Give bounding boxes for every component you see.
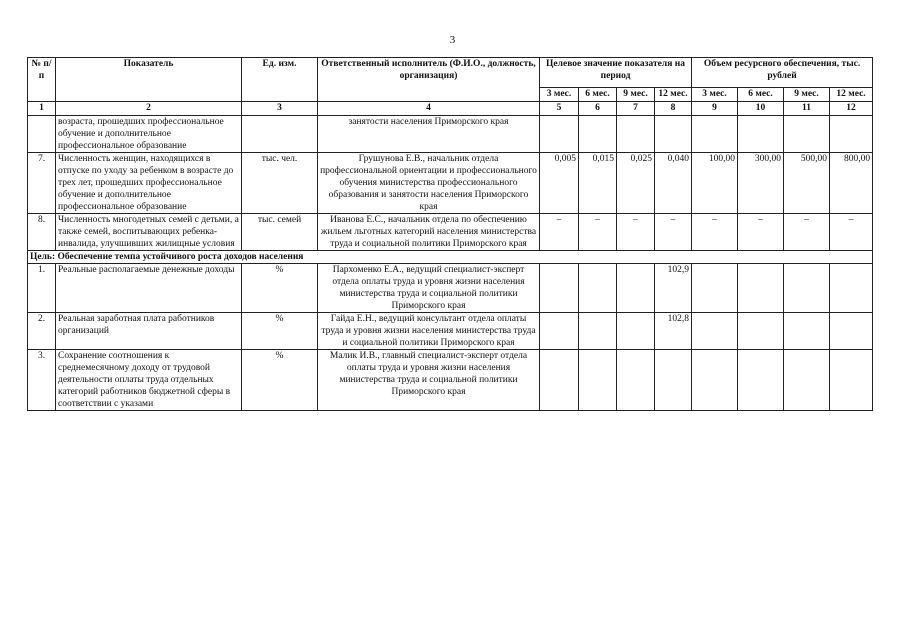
col-number: 1 xyxy=(28,102,56,116)
header-period: 3 мес. xyxy=(540,88,579,102)
row-unit: тыс. чел. xyxy=(242,153,318,214)
col-number: 12 xyxy=(830,102,873,116)
row-value xyxy=(579,313,617,350)
header-period: 12 мес. xyxy=(830,88,873,102)
row-value: – xyxy=(540,214,579,251)
row-value: 800,00 xyxy=(830,153,873,214)
row-value: 0,005 xyxy=(540,153,579,214)
indicators-table xyxy=(27,57,873,411)
row-executor: Иванова Е.С., начальник отдела по обеспечению жильем льготных категорий населения министерства труда и социальной политики Приморского края xyxy=(318,214,540,251)
header-indicator: Показатель xyxy=(56,58,242,102)
col-number: 2 xyxy=(56,102,242,116)
row-value: – xyxy=(617,214,655,251)
page-number: 3 xyxy=(449,34,456,46)
header-period: 6 мес. xyxy=(738,88,784,102)
table-row xyxy=(28,264,873,313)
row-value xyxy=(617,350,655,411)
row-value xyxy=(540,350,579,411)
table-row xyxy=(28,153,873,214)
row-value xyxy=(692,264,738,313)
row-num: 1. xyxy=(28,264,56,313)
row-value: – xyxy=(579,214,617,251)
goal-title: Цель: Обеспечение темпа устойчивого роста доходов населения xyxy=(28,251,873,264)
row-value xyxy=(655,116,692,153)
row-value: 500,00 xyxy=(784,153,830,214)
row-indicator: возраста, прошедших профессиональное обучение и дополнительное профессиональное образование xyxy=(56,116,242,153)
row-executor: Гайда Е.Н., ведущий консультант отдела оплаты труда и уровня жизни населения министерства труда и социальной политики Приморского края xyxy=(318,313,540,350)
row-indicator: Численность женщин, находящихся в отпуске по уходу за ребенком в возрасте до трех лет, прошедших профессиональное обучение и дополнительное профессиональное образование xyxy=(56,153,242,214)
row-value xyxy=(830,350,873,411)
header-resource: Объем ресурсного обеспечения, тыс. рублей xyxy=(692,58,873,88)
table-row xyxy=(28,214,873,251)
row-unit: % xyxy=(242,313,318,350)
row-value xyxy=(784,313,830,350)
row-indicator: Реальные располагаемые денежные доходы xyxy=(56,264,242,313)
row-value xyxy=(738,313,784,350)
row-indicator: Сохранение соотношения к среднемесячному доходу от трудовой деятельности оплаты труда отдельных категорий работников бюджетной сферы в соответствии с указами xyxy=(56,350,242,411)
row-value xyxy=(830,313,873,350)
header-period: 9 мес. xyxy=(617,88,655,102)
row-num: 2. xyxy=(28,313,56,350)
row-value: – xyxy=(784,214,830,251)
row-num xyxy=(28,116,56,153)
header-period: 12 мес. xyxy=(655,88,692,102)
row-value xyxy=(784,116,830,153)
header-target: Целевое значение показателя на период xyxy=(540,58,692,88)
row-value: 0,040 xyxy=(655,153,692,214)
row-num: 3. xyxy=(28,350,56,411)
row-unit: % xyxy=(242,264,318,313)
row-value xyxy=(617,313,655,350)
col-number: 6 xyxy=(579,102,617,116)
goal-row xyxy=(28,251,873,264)
row-executor: Малик И.В., главный специалист-эксперт отдела оплаты труда и уровня жизни населения министерства труда и социальной политики Приморского края xyxy=(318,350,540,411)
row-value xyxy=(830,264,873,313)
row-executor: занятости населения Приморского края xyxy=(318,116,540,153)
row-value: 102,9 xyxy=(655,264,692,313)
row-value xyxy=(617,264,655,313)
col-number: 7 xyxy=(617,102,655,116)
header-unit: Ед. изм. xyxy=(242,58,318,102)
row-value xyxy=(830,116,873,153)
row-value: – xyxy=(655,214,692,251)
row-value xyxy=(738,264,784,313)
row-value: 0,025 xyxy=(617,153,655,214)
row-value xyxy=(692,313,738,350)
col-number: 4 xyxy=(318,102,540,116)
row-value: – xyxy=(738,214,784,251)
row-num: 7. xyxy=(28,153,56,214)
row-indicator: Численность многодетных семей с детьми, а также семей, воспитывающих ребенка-инвалида, улучшивших жилищные условия xyxy=(56,214,242,251)
row-unit xyxy=(242,116,318,153)
row-unit: % xyxy=(242,350,318,411)
row-value xyxy=(540,264,579,313)
row-value xyxy=(692,350,738,411)
row-value xyxy=(692,116,738,153)
col-number: 8 xyxy=(655,102,692,116)
row-value: 0,015 xyxy=(579,153,617,214)
table-row xyxy=(28,313,873,350)
row-value xyxy=(579,264,617,313)
col-number: 11 xyxy=(784,102,830,116)
row-unit: тыс. семей xyxy=(242,214,318,251)
row-value: 300,00 xyxy=(738,153,784,214)
table-row xyxy=(28,116,873,153)
row-value xyxy=(540,116,579,153)
row-executor: Грушунова Е.В., начальник отдела профессиональной ориентации и профессионального обучения министерства профессионального образования и занятости населения Приморского края xyxy=(318,153,540,214)
row-value xyxy=(784,264,830,313)
row-value xyxy=(738,350,784,411)
col-number: 3 xyxy=(242,102,318,116)
row-value xyxy=(617,116,655,153)
row-value: – xyxy=(830,214,873,251)
col-number: 10 xyxy=(738,102,784,116)
header-period: 6 мес. xyxy=(579,88,617,102)
row-value: – xyxy=(692,214,738,251)
row-value: 100,00 xyxy=(692,153,738,214)
row-value xyxy=(655,350,692,411)
row-value xyxy=(579,116,617,153)
col-number: 5 xyxy=(540,102,579,116)
col-number: 9 xyxy=(692,102,738,116)
row-value: 102,8 xyxy=(655,313,692,350)
row-value xyxy=(579,350,617,411)
header-num: № п/п xyxy=(28,58,56,102)
table-row xyxy=(28,350,873,411)
row-value xyxy=(540,313,579,350)
row-indicator: Реальная заработная плата работников организаций xyxy=(56,313,242,350)
row-executor: Пархоменко Е.А., ведущий специалист-эксперт отдела оплаты труда и уровня жизни населения министерства труда и социальной политики Приморского края xyxy=(318,264,540,313)
row-value xyxy=(738,116,784,153)
header-period: 9 мес. xyxy=(784,88,830,102)
header-executor: Ответственный исполнитель (Ф.И.О., должность, организация) xyxy=(318,58,540,102)
row-value xyxy=(784,350,830,411)
row-num: 8. xyxy=(28,214,56,251)
header-period: 3 мес. xyxy=(692,88,738,102)
